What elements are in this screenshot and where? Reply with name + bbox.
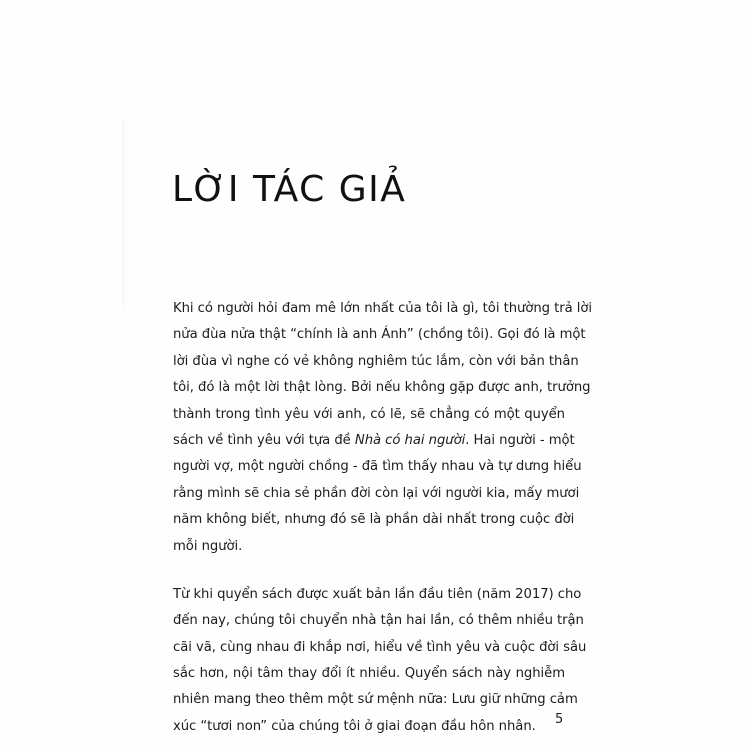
text-line: Từ khi quyển sách được xuất bản lần đầu tiên (năm 2017) cho [173,586,582,602]
text-segment: . Hai người - một [465,432,575,448]
text-line: sắc hơn, nội tâm thay đổi ít nhiều. Quyển sách này nghiễm [173,666,565,682]
text-line: lời đùa vì nghe có vẻ không nghiêm túc lắm, còn với bản thân [173,353,579,369]
book-title-italic: Nhà có hai người [354,432,466,448]
text-line: rằng mình sẽ chia sẻ phần đời còn lại với người kia, mấy mươi [173,485,580,501]
text-line: tôi, đó là một lời thật lòng. Bởi nếu không gặp được anh, trưởng [173,380,591,396]
text-line: thành trong tình yêu với anh, có lẽ, sẽ chẳng có một quyển [173,406,565,422]
text-line: người vợ, một người chồng - đã tìm thấy nhau và tự dưng hiểu [173,459,582,475]
text-line: cãi vã, cùng nhau đi khắp nơi, hiểu về tình yêu và cuộc đời sâu [173,639,587,655]
text-line: nửa đùa nửa thật “chính là anh Ánh” (chồng tôi). Gọi đó là một [173,327,586,343]
chapter-title: LỜI TÁC GIẢ [172,169,407,210]
text-line: đến nay, chúng tôi chuyển nhà tận hai lần, có thêm nhiều trận [173,613,584,629]
text-line: Khi có người hỏi đam mê lớn nhất của tôi là gì, tôi thường trả lời [173,301,593,316]
text-line: mỗi người. [173,538,243,554]
paragraph-1 [173,296,593,560]
text-segment: sách về tình yêu với tựa đề [173,432,355,448]
text-line-with-book-title [173,428,575,454]
text-line: năm không biết, nhưng đó sẽ là phần dài nhất trong cuộc đời [173,512,575,528]
body-text [173,296,593,740]
paragraph-2 [173,582,587,740]
page-number: 5 [555,712,564,727]
page-edge-shadow [123,120,124,310]
text-line: nhiên mang theo thêm một sứ mệnh nữa: Lưu giữ những cảm [173,692,578,708]
text-line: xúc “tươi non” của chúng tôi ở giai đoạn đầu hôn nhân. [173,718,536,734]
